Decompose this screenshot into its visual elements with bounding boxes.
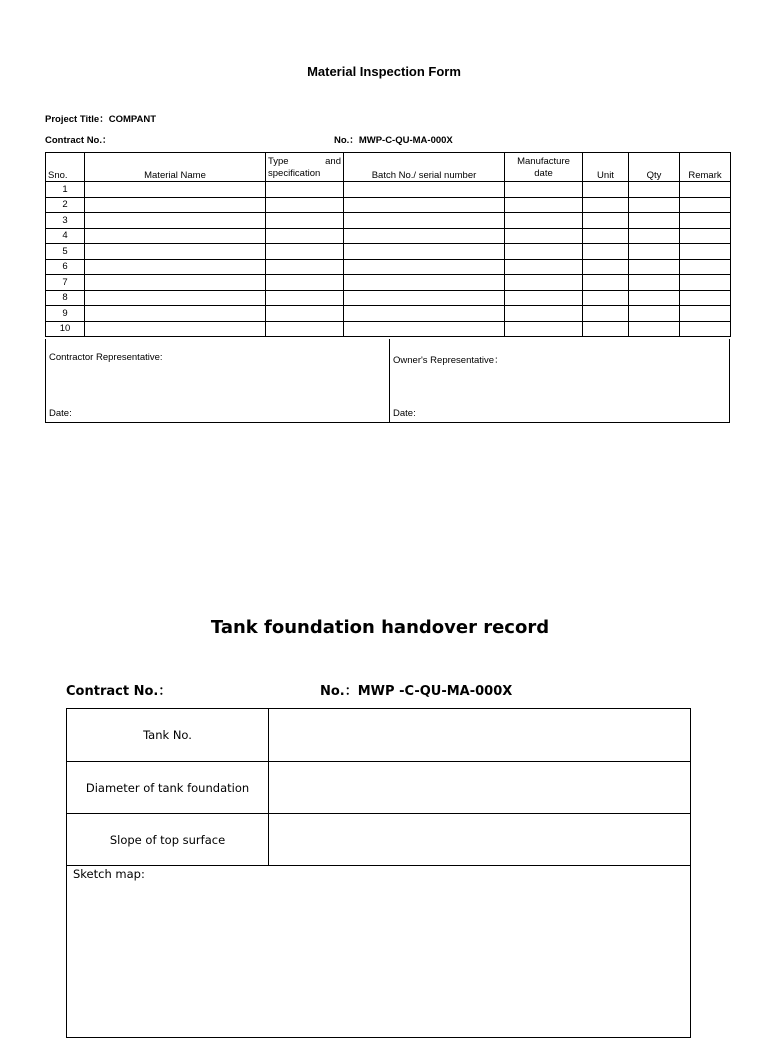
row-number: 7 [46, 275, 85, 291]
table-row [46, 182, 731, 198]
table-cell [266, 259, 344, 275]
table-cell [629, 213, 680, 229]
handover-title: Tank foundation handover record [210, 617, 550, 638]
handover-number-value: MWP -C-QU-MA-000X [357, 684, 513, 699]
contractor-signature-box [46, 339, 390, 422]
row-number: 1 [46, 182, 85, 198]
table-cell [629, 259, 680, 275]
table-cell [344, 197, 505, 213]
table-cell [505, 275, 583, 291]
header-manufacture-date: Manufacture date [505, 153, 583, 182]
table-cell [680, 259, 731, 275]
table-cell [505, 197, 583, 213]
table-cell [680, 275, 731, 291]
sketch-map-label: Sketch map: [73, 867, 145, 881]
contract-no-label: Contract No.： [45, 135, 112, 146]
header-type-specification: Type and specification [266, 153, 344, 182]
table-cell [583, 213, 629, 229]
table-cell [344, 275, 505, 291]
table-cell [680, 197, 731, 213]
table-cell [629, 306, 680, 322]
table-cell [680, 321, 731, 337]
table-cell [583, 182, 629, 198]
table-cell [266, 182, 344, 198]
contractor-representative-label: Contractor Representative: [49, 352, 163, 363]
table-cell [85, 290, 266, 306]
table-cell [85, 182, 266, 198]
material-table [45, 152, 731, 337]
table-header-row [46, 153, 731, 182]
table-row [46, 290, 731, 306]
document-number-value: MWP-C-QU-MA-000X [358, 135, 453, 146]
table-cell [583, 306, 629, 322]
table-cell [505, 306, 583, 322]
header-qty: Qty [629, 153, 680, 182]
table-cell [344, 213, 505, 229]
handover-number-label: No.： [320, 684, 358, 699]
table-cell [583, 197, 629, 213]
table-row [46, 306, 731, 322]
table-cell [583, 228, 629, 244]
table-cell [680, 306, 731, 322]
table-cell [266, 275, 344, 291]
project-title-value: COMPANT [108, 114, 157, 125]
table-cell [583, 275, 629, 291]
table-cell [680, 213, 731, 229]
table-cell [85, 213, 266, 229]
table-row [46, 197, 731, 213]
table-cell [85, 244, 266, 260]
row-number: 5 [46, 244, 85, 260]
table-cell [266, 197, 344, 213]
table-cell [85, 306, 266, 322]
table-cell [344, 244, 505, 260]
table-cell [629, 290, 680, 306]
header-sno: Sno. [46, 153, 85, 182]
table-cell [629, 197, 680, 213]
table-cell [85, 197, 266, 213]
table-cell [505, 290, 583, 306]
handover-row-diameter [67, 762, 690, 814]
handover-document-number [320, 680, 512, 699]
document-number [334, 132, 453, 146]
table-cell [505, 213, 583, 229]
table-cell [505, 259, 583, 275]
row-number: 4 [46, 228, 85, 244]
signature-area [45, 339, 730, 423]
table-cell [266, 306, 344, 322]
table-cell [505, 228, 583, 244]
table-cell [505, 182, 583, 198]
table-cell [344, 321, 505, 337]
table-cell [629, 182, 680, 198]
table-row [46, 321, 731, 337]
table-cell [266, 321, 344, 337]
table-cell [344, 228, 505, 244]
table-cell [680, 182, 731, 198]
header-batch-no: Batch No./ serial number [344, 153, 505, 182]
form-title: Material Inspection Form [307, 64, 461, 79]
table-cell [344, 306, 505, 322]
handover-row-tank-no [67, 709, 690, 762]
table-row [46, 275, 731, 291]
handover-contract-no-label: Contract No.： [66, 684, 172, 699]
owner-signature-box [390, 339, 730, 422]
table-row [46, 259, 731, 275]
table-cell [344, 182, 505, 198]
table-cell [629, 228, 680, 244]
slope-label: Slope of top surface [67, 814, 269, 865]
row-number: 9 [46, 306, 85, 322]
contractor-date-label: Date: [49, 408, 72, 419]
table-cell [85, 228, 266, 244]
table-cell [680, 244, 731, 260]
table-cell [583, 290, 629, 306]
table-row [46, 213, 731, 229]
handover-table [66, 708, 691, 1038]
table-cell [583, 244, 629, 260]
table-row [46, 228, 731, 244]
row-number: 2 [46, 197, 85, 213]
table-row [46, 244, 731, 260]
table-cell [85, 259, 266, 275]
table-cell [266, 244, 344, 260]
header-remark: Remark [680, 153, 731, 182]
table-cell [680, 228, 731, 244]
owner-representative-label: Owner's Representative： [393, 355, 504, 366]
diameter-label: Diameter of tank foundation [67, 762, 269, 813]
tank-no-label: Tank No. [67, 709, 269, 761]
table-cell [266, 228, 344, 244]
project-title-line [45, 111, 156, 125]
table-cell [85, 275, 266, 291]
table-cell [266, 290, 344, 306]
table-cell [344, 290, 505, 306]
table-cell [505, 244, 583, 260]
table-cell [266, 213, 344, 229]
table-cell [680, 290, 731, 306]
document-number-label: No.： [334, 135, 359, 146]
row-number: 3 [46, 213, 85, 229]
header-material-name: Material Name [85, 153, 266, 182]
table-cell [583, 321, 629, 337]
table-cell [629, 321, 680, 337]
owner-date-label: Date: [393, 408, 416, 419]
handover-row-slope [67, 814, 690, 866]
table-cell [505, 321, 583, 337]
row-number: 6 [46, 259, 85, 275]
table-cell [583, 259, 629, 275]
table-cell [629, 244, 680, 260]
row-number: 8 [46, 290, 85, 306]
header-unit: Unit [583, 153, 629, 182]
row-number: 10 [46, 321, 85, 337]
project-title-label: Project Title： [45, 114, 109, 125]
table-cell [629, 275, 680, 291]
table-cell [344, 259, 505, 275]
table-cell [85, 321, 266, 337]
